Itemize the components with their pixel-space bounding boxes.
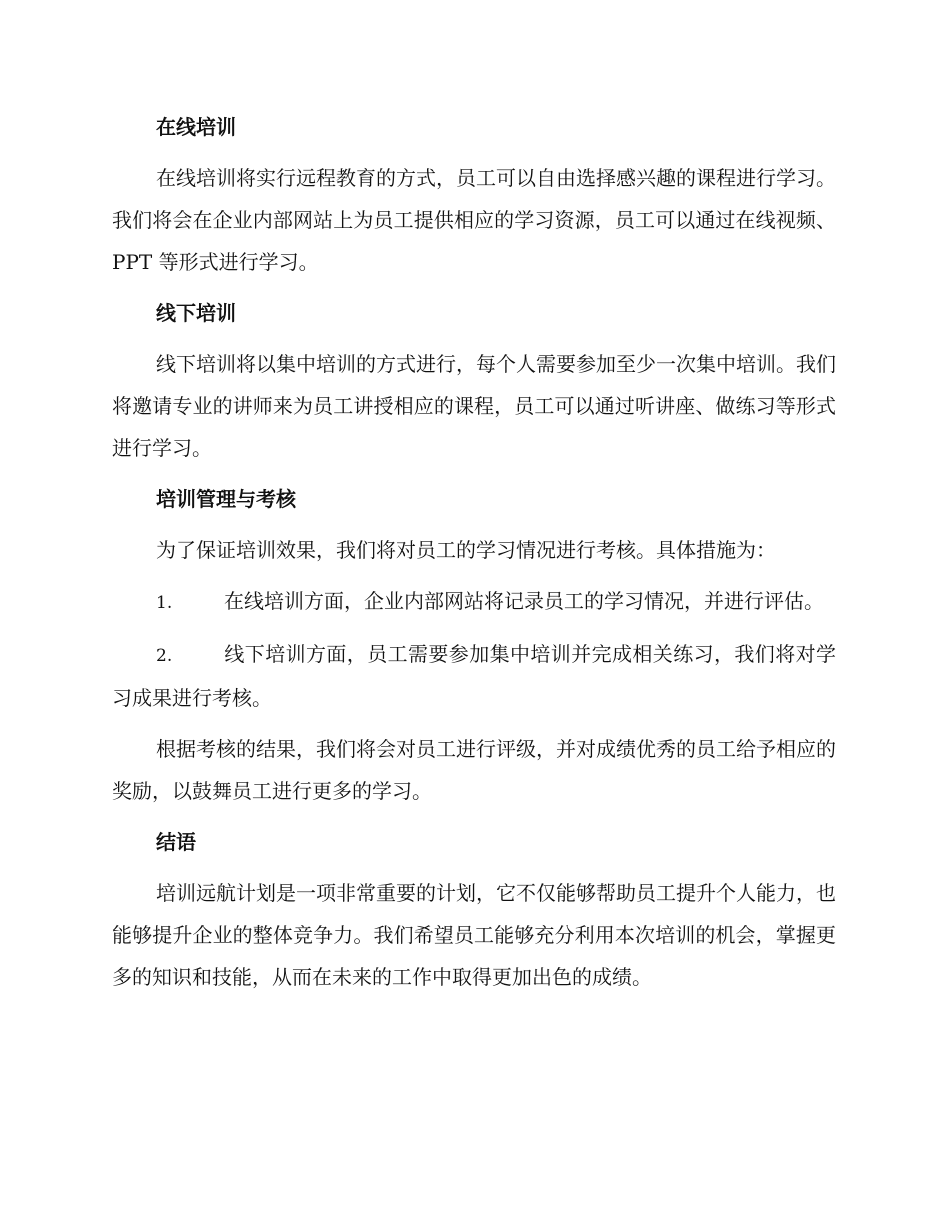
list-item-number: 2. (156, 646, 173, 666)
offline-training-paragraph: 线下培训将以集中培训的方式进行，每个人需要参加至少一次集中培训。我们将邀请专业的讲师来为员工讲授相应的课程，员工可以通过听讲座、做练习等形式进行学习。 (112, 352, 836, 460)
assessment-list-item (112, 633, 836, 719)
document-page (112, 106, 836, 1007)
list-item-number: 1. (156, 593, 173, 613)
assessment-intro-paragraph: 为了保证培训效果，我们将对员工的学习情况进行考核。具体措施为： (156, 538, 776, 562)
section-heading-offline-training: 线下培训 (156, 301, 236, 325)
section-heading-management-assessment: 培训管理与考核 (156, 487, 296, 511)
list-item-text: 线下培训方面，员工需要参加集中培训并完成相关练习，我们将对学习成果进行考核。 (112, 642, 836, 710)
section-heading-online-training: 在线培训 (156, 115, 236, 139)
assessment-closing-paragraph: 根据考核的结果，我们将会对员工进行评级，并对成绩优秀的员工给予相应的奖励，以鼓舞员工进行更多的学习。 (112, 737, 836, 803)
section-heading-conclusion: 结语 (156, 830, 196, 854)
assessment-list-item (112, 580, 836, 624)
online-training-paragraph: 在线培训将实行远程教育的方式，员工可以自由选择感兴趣的课程进行学习。我们将会在企业内部网站上为员工提供相应的学习资源，员工可以通过在线视频、PPT 等形式进行学习。 (112, 166, 836, 274)
list-item-text: 在线培训方面，企业内部网站将记录员工的学习情况，并进行评估。 (224, 589, 824, 613)
conclusion-paragraph: 培训远航计划是一项非常重要的计划，它不仅能够帮助员工提升个人能力，也能够提升企业的整体竞争力。我们希望员工能够充分利用本次培训的机会，掌握更多的知识和技能，从而在未来的工作中取得更加出色的成绩。 (112, 881, 836, 989)
